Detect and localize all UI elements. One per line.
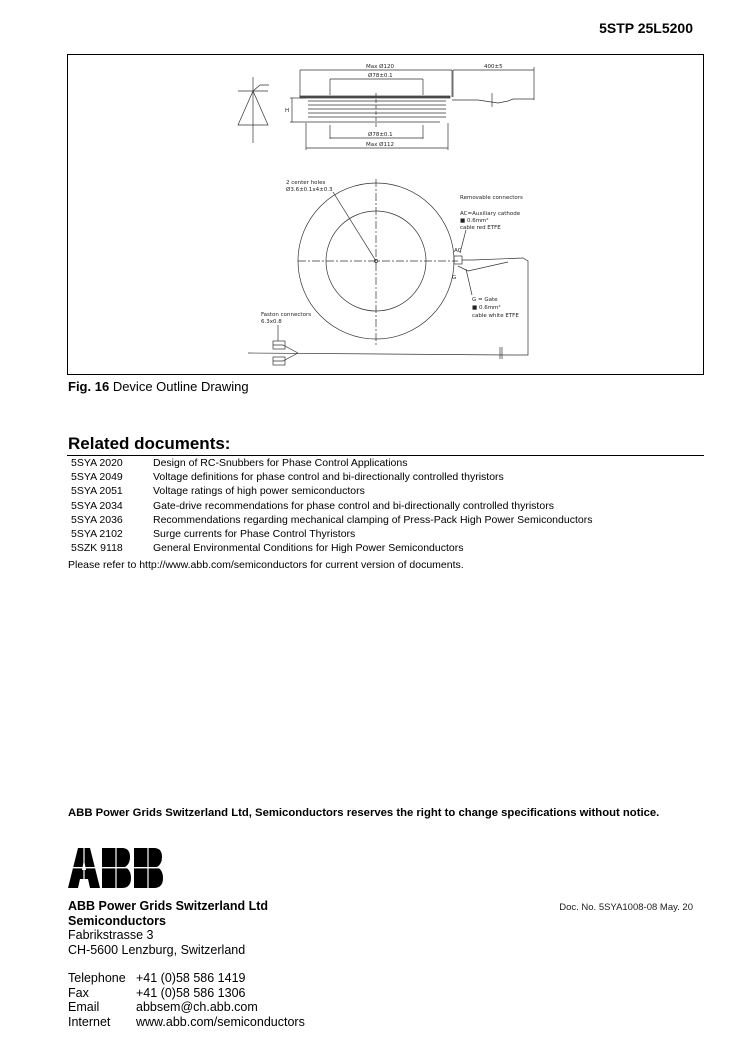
label-removable: Removable connectors — [460, 195, 523, 201]
top-view — [248, 179, 528, 365]
table-row — [71, 456, 592, 470]
label-max-dia-bottom: Max Ø112 — [366, 142, 394, 148]
address-street: Fabrikstrasse 3 — [68, 928, 154, 942]
label-g-3: cable white ETFE — [472, 313, 519, 319]
label-dia-78-top: Ø78±0.1 — [368, 73, 393, 79]
company-address — [68, 928, 245, 957]
contact-fax: +41 (0)58 586 1306 — [136, 985, 246, 1000]
outline-drawing-frame — [67, 54, 704, 375]
product-id: 5STP 25L5200 — [599, 20, 693, 36]
company-line-2: Semiconductors — [68, 914, 166, 928]
doc-description: Voltage ratings of high power semiconductors — [153, 485, 365, 498]
label-faston-2: 6.3x0.8 — [261, 319, 282, 325]
label-g-tag: G — [452, 275, 457, 281]
label-ac-1: AC=Auxiliary cathode — [460, 211, 521, 217]
related-documents-note: Please refer to http://www.abb.com/semiconductors for current version of documents. — [68, 559, 464, 571]
contact-row — [68, 986, 305, 1001]
contact-label: Email — [68, 1000, 100, 1014]
doc-description: Recommendations regarding mechanical clamping of Press-Pack High Power Semiconductors — [153, 513, 593, 526]
figure-caption — [68, 379, 249, 394]
figure-number: Fig. 16 — [68, 379, 110, 394]
related-documents-table — [71, 456, 592, 555]
contact-website-link[interactable]: www.abb.com/semiconductors — [136, 1014, 305, 1029]
doc-description: Voltage definitions for phase control and bi-directionally controlled thyristors — [153, 471, 504, 484]
label-ac-3: cable red ETFE — [460, 225, 501, 231]
table-row — [71, 470, 592, 484]
label-faston-1: Faston connectors — [261, 312, 312, 318]
label-g-2: ■ 0.6mm² — [472, 305, 501, 311]
contact-label: Internet — [68, 1014, 111, 1029]
disclaimer: ABB Power Grids Switzerland Ltd, Semiconductors reserves the right to change specifications without notice. — [68, 807, 660, 819]
label-center-holes-1: 2 center holes — [286, 180, 326, 186]
doc-description: Gate-drive recommendations for phase control and bi-directionally controlled thyristors — [153, 499, 554, 512]
contact-row — [68, 1015, 305, 1030]
doc-description: General Environmental Conditions for High Power Semiconductors — [153, 542, 464, 555]
contact-row — [68, 971, 305, 986]
doc-description: Design of RC-Snubbers for Phase Control Applications — [153, 457, 408, 470]
related-documents-title: Related documents: — [68, 434, 231, 453]
abb-logo-icon — [68, 848, 164, 888]
table-row — [71, 499, 592, 513]
table-row — [71, 541, 592, 555]
label-lead-length: 400±5 — [484, 64, 503, 70]
table-row — [71, 513, 592, 527]
doc-code: 5SYA 2020 — [71, 457, 123, 470]
company-line-1: ABB Power Grids Switzerland Ltd — [68, 899, 269, 913]
outline-drawing — [68, 55, 705, 376]
doc-code: 5SYA 2049 — [71, 471, 123, 484]
contact-table — [68, 971, 305, 1029]
contact-email-link[interactable]: abbsem@ch.abb.com — [136, 1000, 258, 1014]
label-height: H — [285, 108, 290, 114]
label-g-1: G = Gate — [472, 297, 498, 303]
table-row — [71, 527, 592, 541]
label-max-dia-top: Max Ø120 — [366, 64, 394, 70]
company-name — [68, 899, 268, 929]
address-city: CH-5600 Lenzburg, Switzerland — [68, 942, 246, 957]
doc-description: Surge currents for Phase Control Thyristors — [153, 528, 356, 541]
side-view — [285, 63, 534, 150]
doc-code: 5SZK 9118 — [71, 542, 123, 555]
figure-title: Device Outline Drawing — [112, 379, 249, 394]
label-ac-2: ■ 0.6mm² — [460, 218, 489, 224]
document-number: Doc. No. 5SYA1008-08 May. 20 — [559, 902, 693, 913]
contact-phone: +41 (0)58 586 1419 — [136, 971, 246, 985]
contact-row — [68, 1000, 305, 1015]
contact-label: Telephone — [68, 971, 126, 985]
contact-label: Fax — [68, 985, 89, 1000]
doc-code: 5SYA 2034 — [71, 499, 123, 512]
doc-code: 5SYA 2036 — [71, 513, 123, 526]
abb-logo — [68, 848, 164, 893]
table-row — [71, 484, 592, 498]
doc-code: 5SYA 2102 — [71, 528, 123, 541]
label-dia-78-bottom: Ø78±0.1 — [368, 132, 393, 138]
doc-code: 5SYA 2051 — [71, 485, 123, 498]
label-ac-tag: AC — [454, 248, 462, 254]
label-center-holes-2: Ø3.6±0.1x4±0.3 — [286, 187, 333, 193]
thyristor-symbol-icon — [238, 77, 269, 143]
